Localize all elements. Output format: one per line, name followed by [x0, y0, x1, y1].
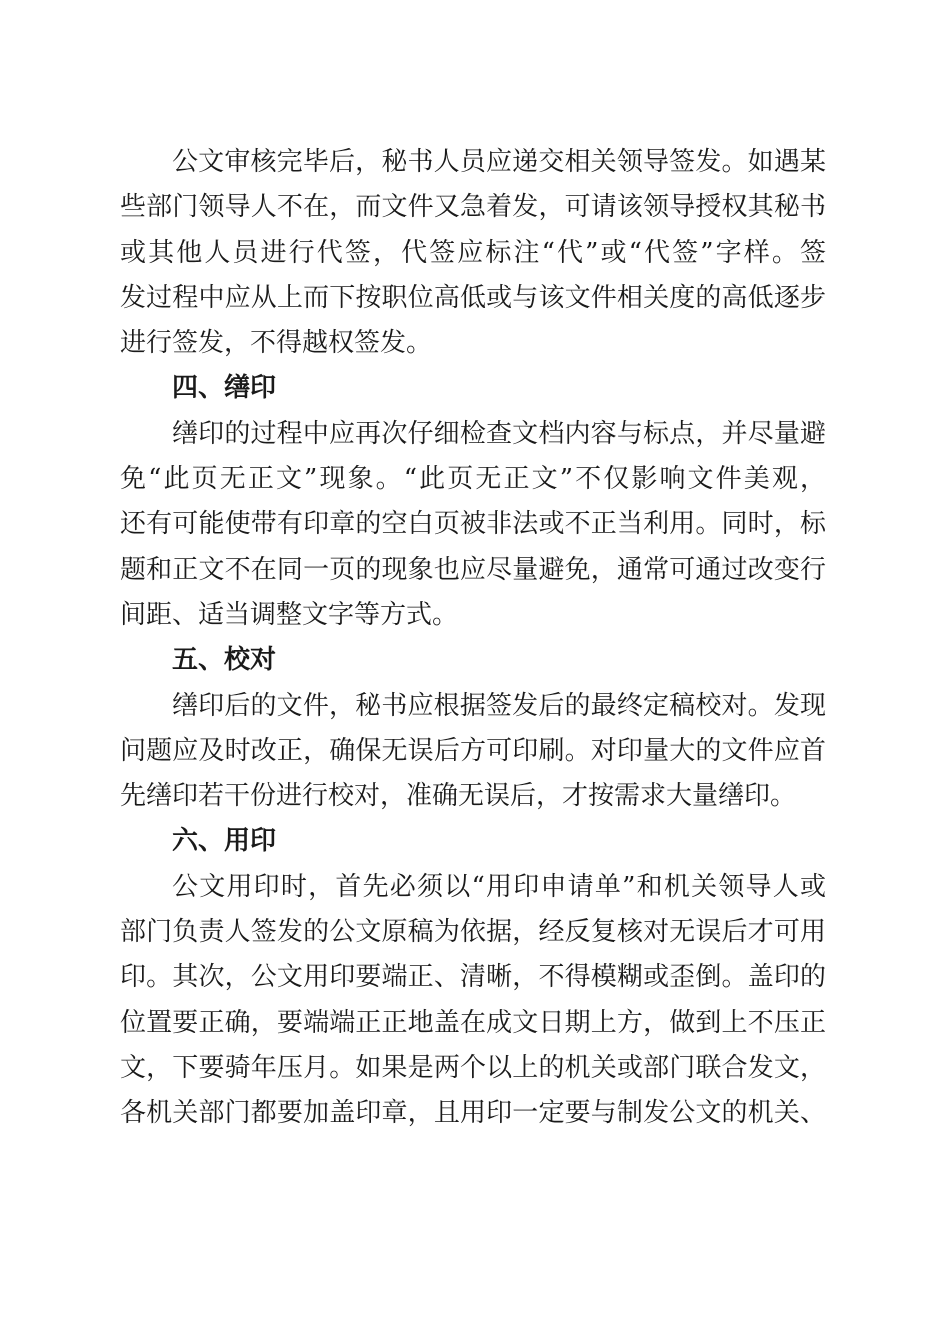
section-sealing: [120, 819, 826, 1136]
paragraph-line: 发过程中应从上而下按职位高低或与该文件相关度的高低逐步: [120, 282, 826, 313]
paragraph: [120, 140, 826, 366]
section-proofreading: [120, 638, 826, 819]
paragraph-line: 缮印后的文件，秘书应根据签发后的最终定稿校对。发现: [172, 690, 826, 721]
paragraph-line: 公文用印时，首先必须以“用印申请单”和机关领导人或: [172, 871, 826, 902]
paragraph-line: 缮印的过程中应再次仔细检查文档内容与标点，并尽量避: [172, 418, 826, 449]
paragraph-line: 印。其次，公文用印要端正、清晰，不得模糊或歪倒。盖印的: [120, 962, 826, 993]
paragraph-line: 题和正文不在同一页的现象也应尽量避免，通常可通过改变行: [120, 554, 826, 585]
section-heading: 五、校对: [172, 645, 277, 676]
section-printing: [120, 366, 826, 638]
paragraph-line: 部门负责人签发的公文原稿为依据，经反复核对无误后才可用: [120, 917, 826, 948]
section-heading: 六、用印: [172, 826, 277, 857]
paragraph-line: 还有可能使带有印章的空白页被非法或不正当利用。同时，标: [120, 509, 826, 540]
paragraph: [120, 684, 826, 820]
paragraph-line: 各机关部门都要加盖印章，且用印一定要与制发公文的机关、: [120, 1098, 826, 1129]
paragraph-line: 公文审核完毕后，秘书人员应递交相关领导签发。如遇某: [172, 147, 826, 177]
paragraph-line: 免“此页无正文”现象。“此页无正文”不仅影响文件美观，: [120, 464, 826, 495]
paragraph-line: 文，下要骑年压月。如果是两个以上的机关或部门联合发文，: [120, 1052, 826, 1083]
paragraph-line: 问题应及时改正，确保无误后方可印刷。对印量大的文件应首: [120, 735, 826, 766]
paragraph: [120, 412, 826, 638]
section-heading: 四、缮印: [172, 373, 277, 404]
paragraph: [120, 865, 826, 1137]
paragraph-line: 或其他人员进行代签，代签应标注“代”或“代签”字样。签: [120, 237, 826, 268]
paragraph-line: 位置要正确，要端端正正地盖在成文日期上方，做到上不压正: [120, 1007, 826, 1038]
paragraph-line: 间距、适当调整文字等方式。: [120, 599, 459, 630]
paragraph-line: 进行签发，不得越权签发。: [120, 328, 433, 359]
document-page: [120, 140, 826, 1137]
paragraph-line: 先缮印若干份进行校对，准确无误后，才按需求大量缮印。: [120, 781, 797, 812]
paragraph-line: 些部门领导人不在，而文件又急着发，可请该领导授权其秘书: [120, 192, 826, 223]
section-signing: [120, 140, 826, 366]
